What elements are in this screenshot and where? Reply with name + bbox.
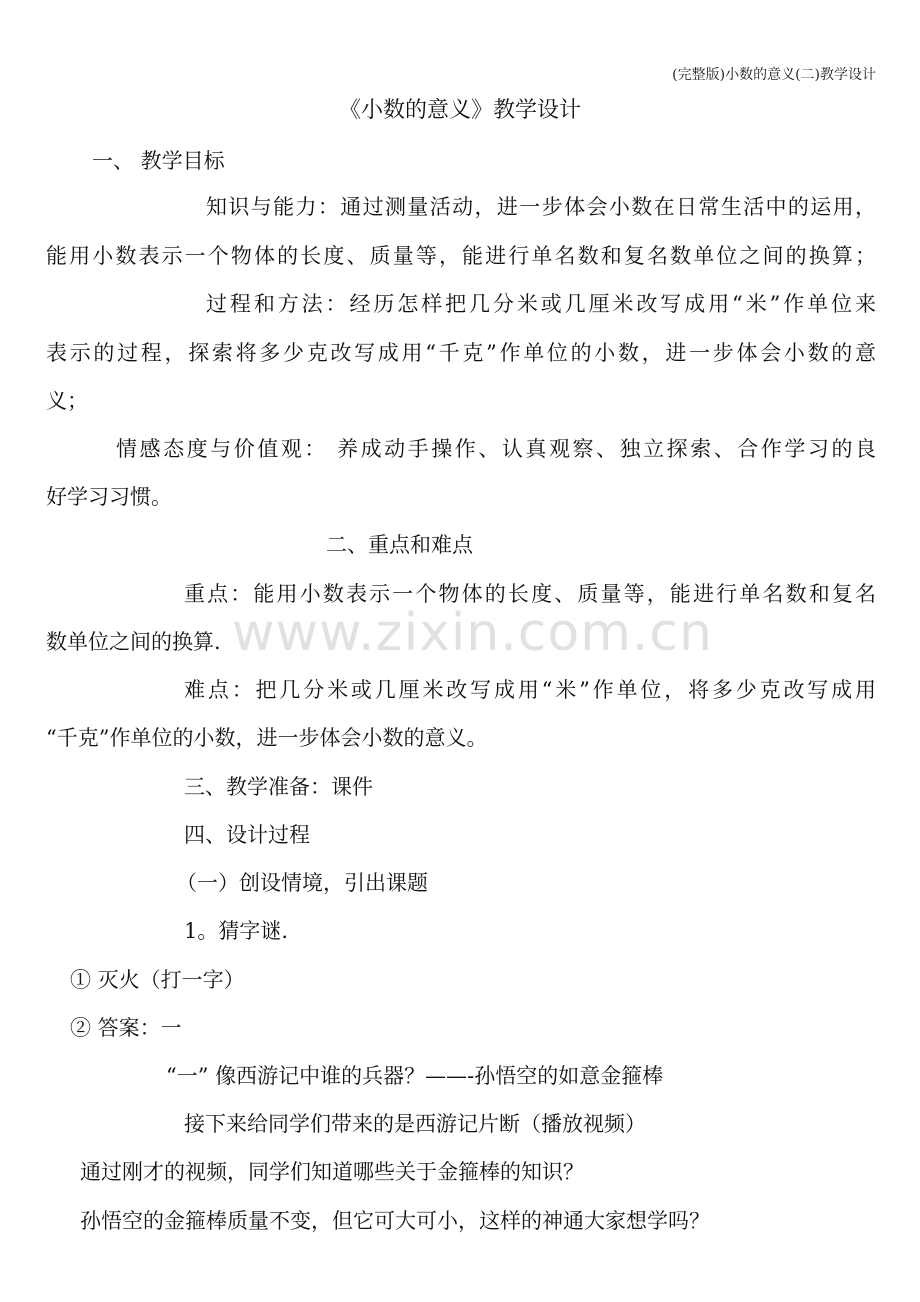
paragraph-line: 过程和方法：经历怎样把几分米或几厘米改写成用“米”作单位来 (206, 292, 876, 316)
section-heading-key-points: 二、重点和难点 (326, 533, 473, 557)
paragraph-line: “一” 像西游记中谁的兵器？——-孙悟空的如意金箍棒 (166, 1064, 664, 1088)
section-heading-goals: 一、 教学目标 (92, 149, 225, 173)
paragraph-line: 好学习习惯。 (46, 485, 172, 509)
section-heading-process: 四、设计过程 (184, 823, 310, 847)
page-header: (完整版)小数的意义(二)教学设计 (672, 67, 876, 83)
section-heading-preparation: 三、教学准备：课件 (184, 775, 373, 799)
paragraph-line: 数单位之间的换算. (46, 630, 221, 654)
paragraph-line: 重点：能用小数表示一个物体的长度、质量等，能进行单名数和复名 (184, 582, 876, 606)
paragraph-line: 能用小数表示一个物体的长度、质量等，能进行单名数和复名数单位之间的换算； (46, 244, 876, 268)
paragraph-line: 情感态度与价值观： 养成动手操作、认真观察、独立探索、合作学习的良 (116, 437, 876, 461)
paragraph-line: 1。猜字谜. (184, 919, 289, 943)
paragraph-line: 表示的过程，探索将多少克改写成用“千克”作单位的小数，进一步体会小数的意 (46, 341, 876, 365)
list-item: ① 灭火（打一字） (70, 968, 245, 992)
paragraph-line: “千克”作单位的小数，进一步体会小数的意义。 (46, 726, 488, 750)
paragraph-line: 接下来给同学们带来的是西游记片断（播放视频） (184, 1112, 646, 1136)
paragraph-line: 孙悟空的金箍棒质量不变，但它可大可小，这样的神通大家想学吗？ (80, 1209, 710, 1233)
paragraph-line: 通过刚才的视频，同学们知道哪些关于金箍棒的知识？ (80, 1160, 584, 1184)
watermark-text: www.zixin.com.cn (232, 603, 713, 663)
list-item: ② 答案：一 (70, 1016, 182, 1040)
paragraph-line: 义； (46, 389, 88, 413)
paragraph-line: 难点：把几分米或几厘米改写成用“米”作单位，将多少克改写成用 (184, 678, 876, 702)
subsection-heading: （一）创设情境，引出课题 (176, 871, 428, 895)
document-title: 《小数的意义》教学设计 (338, 98, 581, 123)
paragraph-line: 知识与能力：通过测量活动，进一步体会小数在日常生活中的运用， (206, 195, 876, 219)
